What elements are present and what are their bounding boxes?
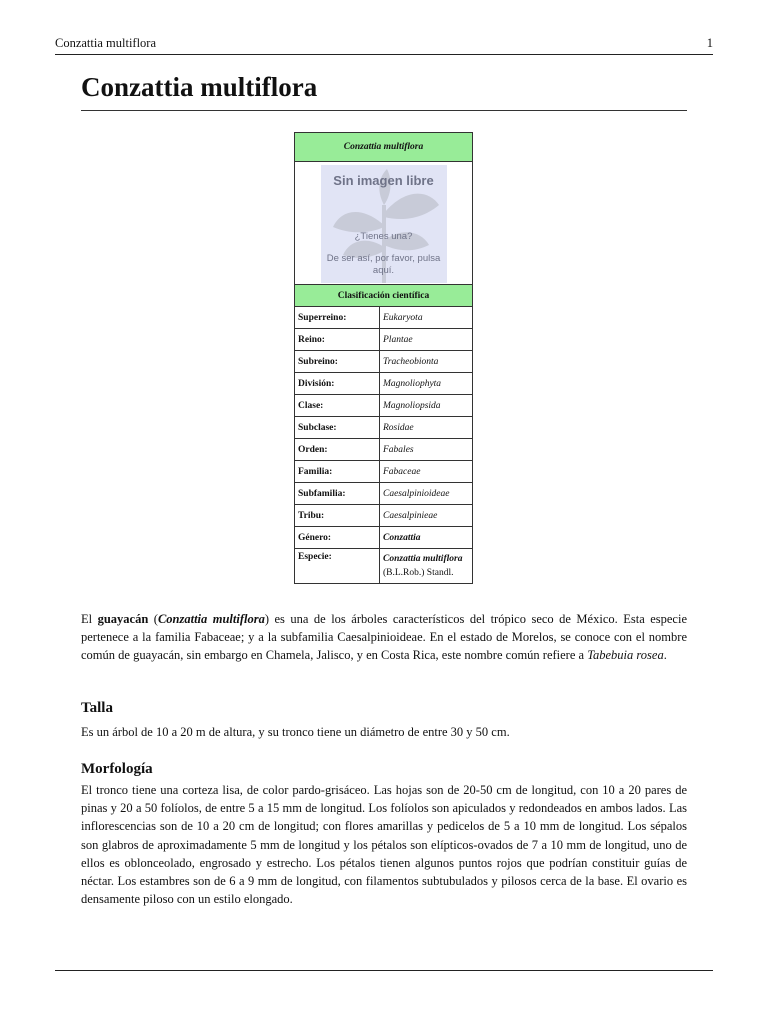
classification-header: Clasificación científica [295, 285, 473, 307]
species-row [295, 549, 473, 584]
taxon-value[interactable]: Eukaryota [380, 307, 473, 329]
taxon-row [295, 395, 473, 417]
taxon-row [295, 307, 473, 329]
taxon-row [295, 527, 473, 549]
taxon-rank: Orden: [295, 439, 380, 461]
intro-text: El [81, 612, 98, 626]
taxon-rank: Subreino: [295, 351, 380, 373]
taxon-rank: Género: [295, 527, 380, 549]
taxon-row [295, 417, 473, 439]
no-image-placeholder[interactable] [321, 165, 447, 283]
taxon-rank: Familia: [295, 461, 380, 483]
section-heading-morfologia: Morfología [81, 761, 153, 777]
talla-paragraph: Es un árbol de 10 a 20 m de altura, y su tronco tiene un diámetro de entre 30 y 50 cm. [81, 725, 510, 739]
running-title: Conzattia multiflora [55, 36, 157, 50]
taxon-row [295, 461, 473, 483]
taxobox [294, 132, 473, 584]
page-title: Conzattia multiflora [81, 72, 687, 111]
no-image-question: ¿Tienes una? [354, 231, 413, 242]
running-header [55, 36, 713, 55]
taxon-row [295, 351, 473, 373]
section-heading-talla: Talla [81, 700, 113, 716]
taxon-value: Conzattia [380, 527, 473, 549]
taxon-value[interactable]: Magnoliopsida [380, 395, 473, 417]
taxobox-title: Conzattia multiflora [295, 133, 473, 162]
intro-text: ) es una de los árboles característicos del trópico seco de México. Esta especie pertenece a la familia Fabaceae; y a la subfamilia Caesalpinioideae. En el estado de Morelos, se conoce con el nombre común de guayacán, sin embargo en Chamela, Jalisco, y en Costa Rica, este nombre común refiere a [81, 612, 688, 663]
morfologia-paragraph: El tronco tiene una corteza lisa, de color pardo-grisáceo. Las hojas son de 20-50 cm de longitud, con 10 a 20 pares de pinas y 20 a 50 folíolos, de entre 5 a 15 mm de longitud. Los folíolos son apiculados y redondeados en ambos lados. Las inflorescencias son de 10 a 20 cm de longitud; con flores amarillas y pedicelos de 5 a 10 mm de longitud. Los sépalos son glabros de aproximadamente 5 mm de longitud y los pétalos son elípticos-ovados de 7 a 10 mm de longitud, uno de ellos es oblonceolado, engrosado y estrecho. Los pétalos tienen algunos puntos rojos que podrían constituir guías de néctar. Los estambres son de 6 a 9 mm de longitud, con filamentos subtubulados y pilosos cerca de la base. El ovario es densamente piloso con un estilo elongado. [81, 783, 687, 907]
taxon-rank: División: [295, 373, 380, 395]
taxon-value[interactable]: Caesalpinieae [380, 505, 473, 527]
common-name: guayacán [97, 612, 149, 626]
no-image-headline: Sin imagen libre [333, 173, 434, 188]
taxon-rank: Reino: [295, 329, 380, 351]
page-number: 1 [706, 36, 713, 50]
taxon-value[interactable]: Magnoliophyta [380, 373, 473, 395]
taxon-rank: Clase: [295, 395, 380, 417]
intro-text: . [663, 648, 667, 663]
taxon-value[interactable]: Plantae [380, 329, 473, 351]
taxon-value[interactable]: Tracheobionta [380, 351, 473, 373]
other-species-link[interactable]: Tabebuia rosea [587, 648, 664, 663]
taxon-rank: Subfamilia: [295, 483, 380, 505]
taxon-value[interactable]: Fabales [380, 439, 473, 461]
scientific-name: Conzattia multiflora [157, 612, 265, 626]
taxon-row [295, 439, 473, 461]
species-rank: Especie: [295, 549, 380, 584]
species-authority: (B.L.Rob.) Standl. [383, 568, 454, 578]
taxon-rank: Superreino: [295, 307, 380, 329]
taxon-value[interactable]: Rosidae [380, 417, 473, 439]
taxon-row [295, 373, 473, 395]
intro-text: ( [148, 612, 158, 626]
footer-rule [55, 970, 713, 971]
taxon-rank: Tribu: [295, 505, 380, 527]
taxon-row [295, 329, 473, 351]
no-image-prompt[interactable]: De ser así, por favor, pulsa aquí. [326, 253, 441, 276]
taxon-rank: Subclase: [295, 417, 380, 439]
taxon-row [295, 483, 473, 505]
intro-paragraph [81, 610, 687, 665]
species-name: Conzattia multiflora [383, 554, 463, 564]
taxon-value[interactable]: Fabaceae [380, 461, 473, 483]
taxon-row [295, 505, 473, 527]
taxon-value[interactable]: Caesalpinioideae [380, 483, 473, 505]
